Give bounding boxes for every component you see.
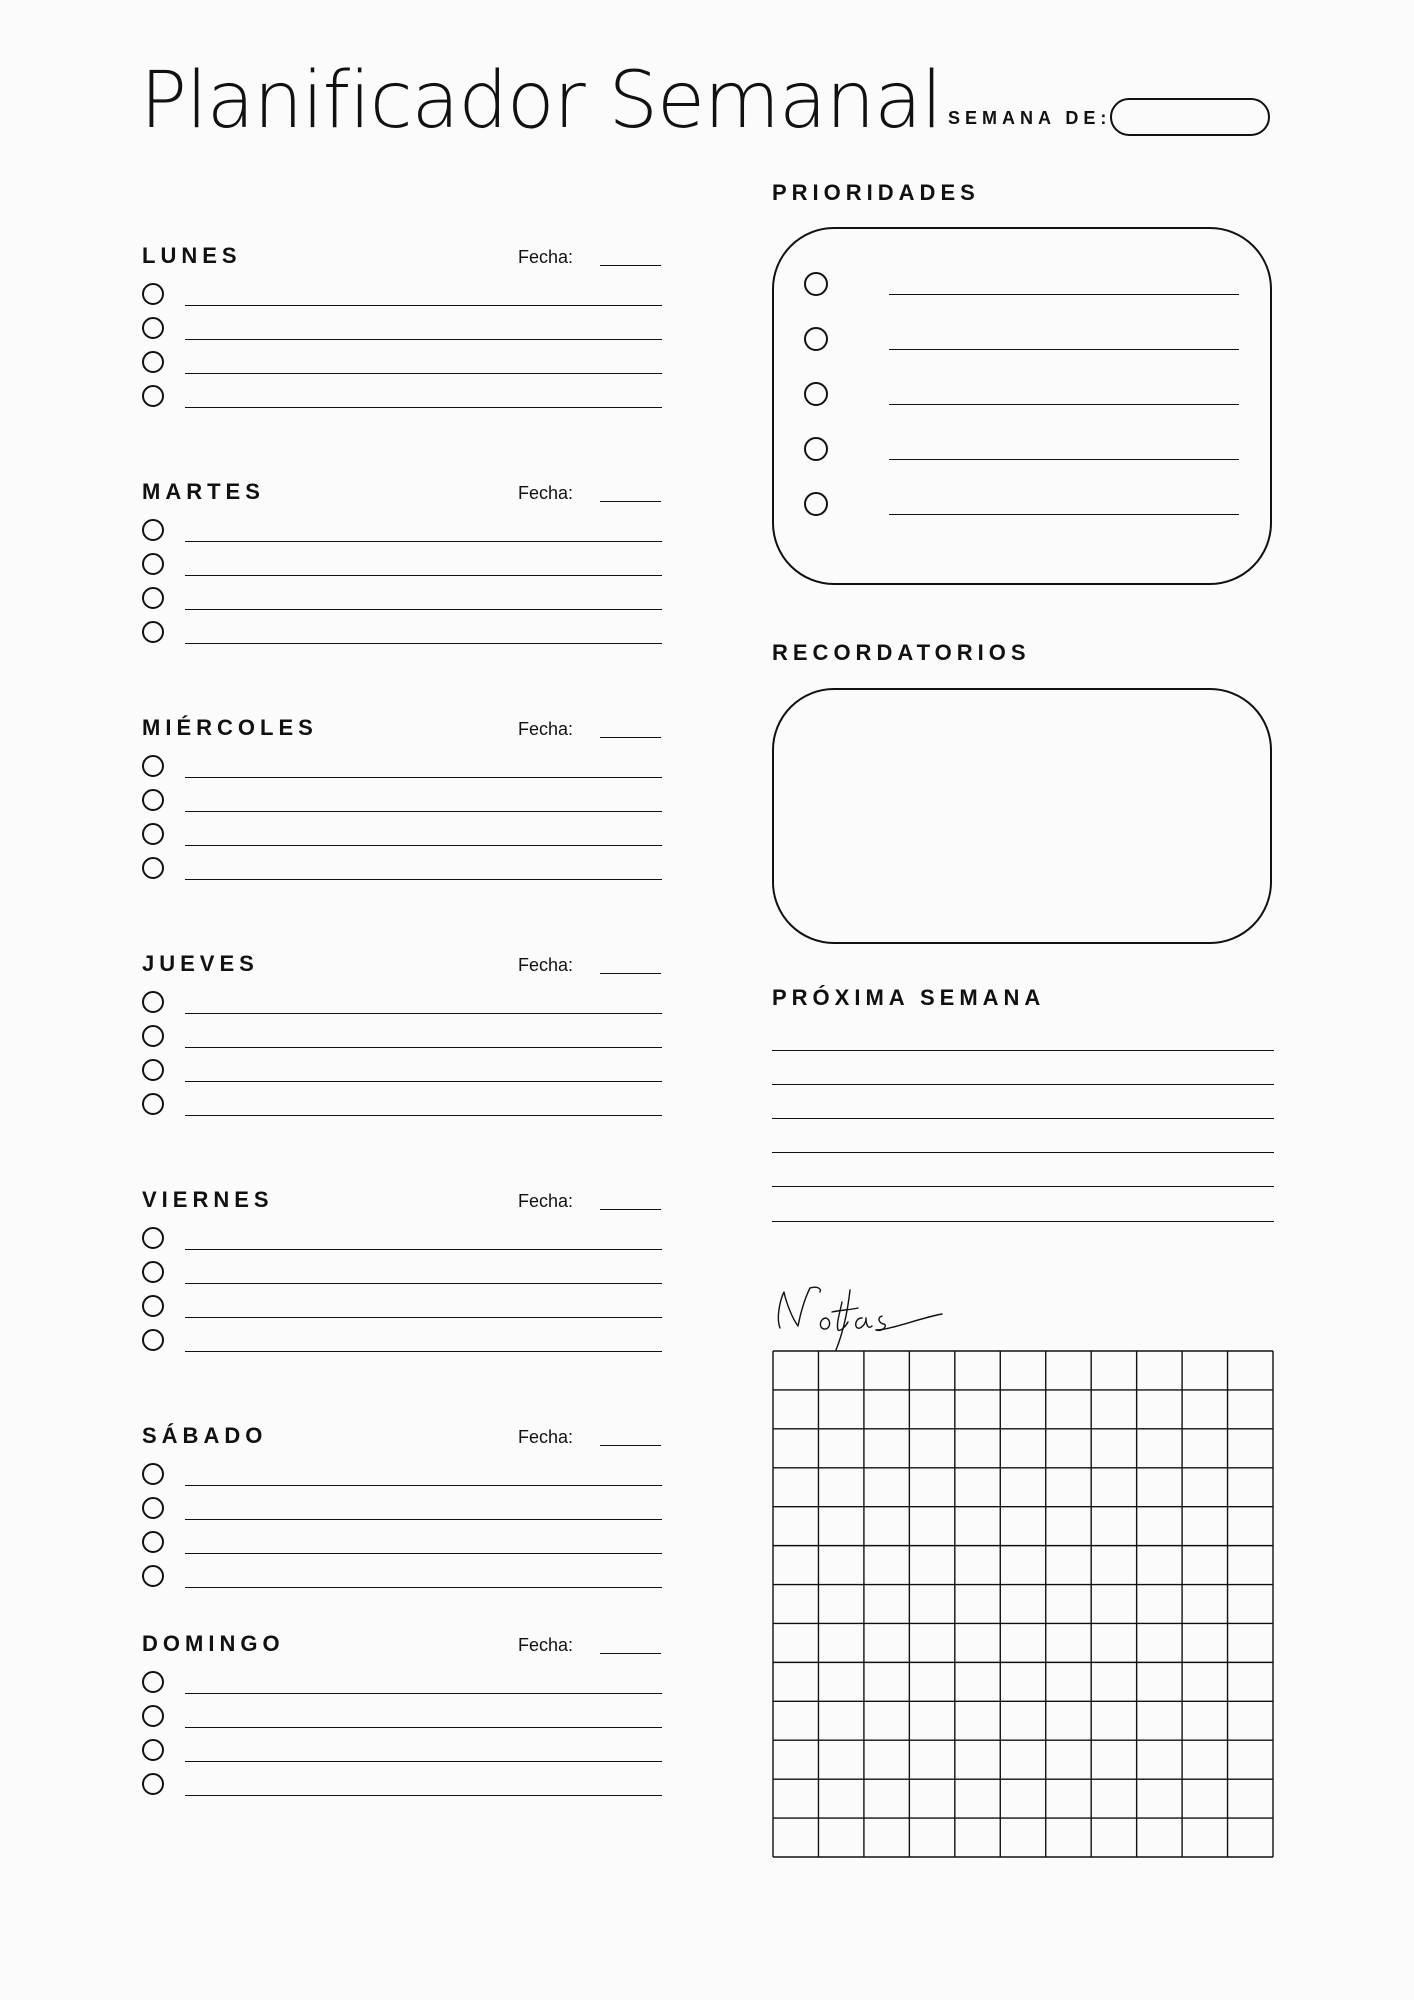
reminders-box[interactable]	[772, 688, 1272, 944]
task-line[interactable]	[185, 1727, 662, 1728]
priority-checkbox[interactable]	[804, 437, 828, 461]
day-name: MARTES	[142, 479, 265, 504]
task-row	[140, 1495, 662, 1525]
date-field[interactable]	[600, 501, 661, 502]
task-checkbox[interactable]	[142, 1261, 164, 1283]
task-row	[140, 989, 662, 1019]
task-row	[140, 349, 662, 379]
task-row	[140, 383, 662, 413]
task-line[interactable]	[185, 575, 662, 576]
task-checkbox[interactable]	[142, 1463, 164, 1485]
date-field[interactable]	[600, 973, 661, 974]
day-saturday	[140, 1425, 662, 1615]
next-week-line[interactable]	[772, 1050, 1274, 1051]
task-line[interactable]	[185, 879, 662, 880]
notes-script-logo	[770, 1278, 950, 1358]
task-checkbox[interactable]	[142, 351, 164, 373]
priority-item	[804, 272, 1244, 312]
date-label: Fecha:	[518, 247, 574, 267]
priority-checkbox[interactable]	[804, 382, 828, 406]
next-week-line[interactable]	[772, 1084, 1274, 1085]
task-checkbox[interactable]	[142, 1295, 164, 1317]
task-line[interactable]	[185, 1081, 662, 1082]
day-name: JUEVES	[142, 951, 259, 976]
task-row	[140, 1293, 662, 1323]
task-line[interactable]	[185, 845, 662, 846]
task-row	[140, 1327, 662, 1357]
task-line[interactable]	[185, 1047, 662, 1048]
task-line[interactable]	[185, 1761, 662, 1762]
task-row	[140, 753, 662, 783]
date-label: Fecha:	[518, 1191, 574, 1211]
task-row	[140, 1057, 662, 1087]
task-checkbox[interactable]	[142, 519, 164, 541]
task-checkbox[interactable]	[142, 621, 164, 643]
task-checkbox[interactable]	[142, 1329, 164, 1351]
task-row	[140, 1225, 662, 1255]
task-checkbox[interactable]	[142, 991, 164, 1013]
task-checkbox[interactable]	[142, 823, 164, 845]
task-checkbox[interactable]	[142, 553, 164, 575]
task-line[interactable]	[185, 339, 662, 340]
task-row	[140, 855, 662, 885]
day-name: VIERNES	[142, 1187, 274, 1212]
date-field[interactable]	[600, 737, 661, 738]
week-label: SEMANA DE:	[948, 108, 1112, 128]
task-checkbox[interactable]	[142, 1565, 164, 1587]
priority-checkbox[interactable]	[804, 327, 828, 351]
task-checkbox[interactable]	[142, 1025, 164, 1047]
task-checkbox[interactable]	[142, 587, 164, 609]
priority-line[interactable]	[889, 294, 1239, 295]
task-checkbox[interactable]	[142, 1059, 164, 1081]
task-row	[140, 315, 662, 345]
task-line[interactable]	[185, 811, 662, 812]
task-checkbox[interactable]	[142, 857, 164, 879]
task-checkbox[interactable]	[142, 317, 164, 339]
date-field[interactable]	[600, 1209, 661, 1210]
task-row	[140, 1091, 662, 1121]
task-checkbox[interactable]	[142, 1093, 164, 1115]
page-title: Planificador Semanal	[140, 56, 942, 146]
task-row	[140, 821, 662, 851]
task-line[interactable]	[185, 1283, 662, 1284]
task-line[interactable]	[185, 1249, 662, 1250]
task-row	[140, 551, 662, 581]
date-label: Fecha:	[518, 1427, 574, 1447]
priority-checkbox[interactable]	[804, 492, 828, 516]
task-line[interactable]	[185, 1587, 662, 1588]
task-line[interactable]	[185, 643, 662, 644]
priority-item	[804, 492, 1244, 532]
task-checkbox[interactable]	[142, 1671, 164, 1693]
task-checkbox[interactable]	[142, 385, 164, 407]
day-tuesday	[140, 481, 662, 671]
task-checkbox[interactable]	[142, 1227, 164, 1249]
task-line[interactable]	[185, 1351, 662, 1352]
task-line[interactable]	[185, 1115, 662, 1116]
task-line[interactable]	[185, 609, 662, 610]
date-field[interactable]	[600, 1653, 661, 1654]
day-name: LUNES	[142, 243, 242, 268]
day-name: SÁBADO	[142, 1423, 268, 1448]
task-row	[140, 517, 662, 547]
day-friday	[140, 1189, 662, 1379]
notes-grid[interactable]	[772, 1350, 1274, 1858]
day-name: MIÉRCOLES	[142, 715, 318, 740]
day-wednesday	[140, 717, 662, 907]
task-line[interactable]	[185, 305, 662, 306]
task-row	[140, 1703, 662, 1733]
task-row	[140, 1669, 662, 1699]
task-checkbox[interactable]	[142, 283, 164, 305]
priority-checkbox[interactable]	[804, 272, 828, 296]
task-line[interactable]	[185, 407, 662, 408]
task-checkbox[interactable]	[142, 755, 164, 777]
task-checkbox[interactable]	[142, 789, 164, 811]
date-label: Fecha:	[518, 483, 574, 503]
task-row	[140, 787, 662, 817]
task-line[interactable]	[185, 1693, 662, 1694]
next-week-line[interactable]	[772, 1152, 1274, 1153]
task-line[interactable]	[185, 1519, 662, 1520]
date-field[interactable]	[600, 1445, 661, 1446]
task-row	[140, 1771, 662, 1801]
task-row	[140, 281, 662, 311]
day-sunday	[140, 1633, 662, 1823]
priority-item	[804, 382, 1244, 422]
priority-item	[804, 327, 1244, 367]
task-checkbox[interactable]	[142, 1531, 164, 1553]
task-line[interactable]	[185, 1013, 662, 1014]
priority-line[interactable]	[889, 349, 1239, 350]
reminders-heading: RECORDATORIOS	[772, 640, 1031, 665]
date-field[interactable]	[600, 265, 661, 266]
date-label: Fecha:	[518, 1635, 574, 1655]
day-monday	[140, 245, 662, 435]
day-name: DOMINGO	[142, 1631, 285, 1656]
date-label: Fecha:	[518, 955, 574, 975]
task-checkbox[interactable]	[142, 1773, 164, 1795]
task-row	[140, 1563, 662, 1593]
priorities-heading: PRIORIDADES	[772, 180, 980, 205]
task-line[interactable]	[185, 777, 662, 778]
priority-item	[804, 437, 1244, 477]
task-line[interactable]	[185, 1795, 662, 1796]
task-line[interactable]	[185, 1485, 662, 1486]
task-line[interactable]	[185, 541, 662, 542]
priority-line[interactable]	[889, 404, 1239, 405]
next-week-line[interactable]	[772, 1118, 1274, 1119]
priority-line[interactable]	[889, 459, 1239, 460]
task-line[interactable]	[185, 1317, 662, 1318]
task-checkbox[interactable]	[142, 1705, 164, 1727]
priorities-box	[772, 227, 1272, 585]
task-row	[140, 1023, 662, 1053]
task-checkbox[interactable]	[142, 1739, 164, 1761]
task-row	[140, 585, 662, 615]
task-line[interactable]	[185, 373, 662, 374]
next-week-line[interactable]	[772, 1186, 1274, 1187]
day-thursday	[140, 953, 662, 1143]
next-week-heading: PRÓXIMA SEMANA	[772, 985, 1046, 1010]
task-row	[140, 1529, 662, 1559]
date-label: Fecha:	[518, 719, 574, 739]
task-checkbox[interactable]	[142, 1497, 164, 1519]
task-row	[140, 1737, 662, 1767]
next-week-line[interactable]	[772, 1221, 1274, 1222]
week-date-field[interactable]	[1110, 98, 1270, 136]
priority-line[interactable]	[889, 514, 1239, 515]
task-row	[140, 1259, 662, 1289]
task-line[interactable]	[185, 1553, 662, 1554]
task-row	[140, 619, 662, 649]
task-row	[140, 1461, 662, 1491]
